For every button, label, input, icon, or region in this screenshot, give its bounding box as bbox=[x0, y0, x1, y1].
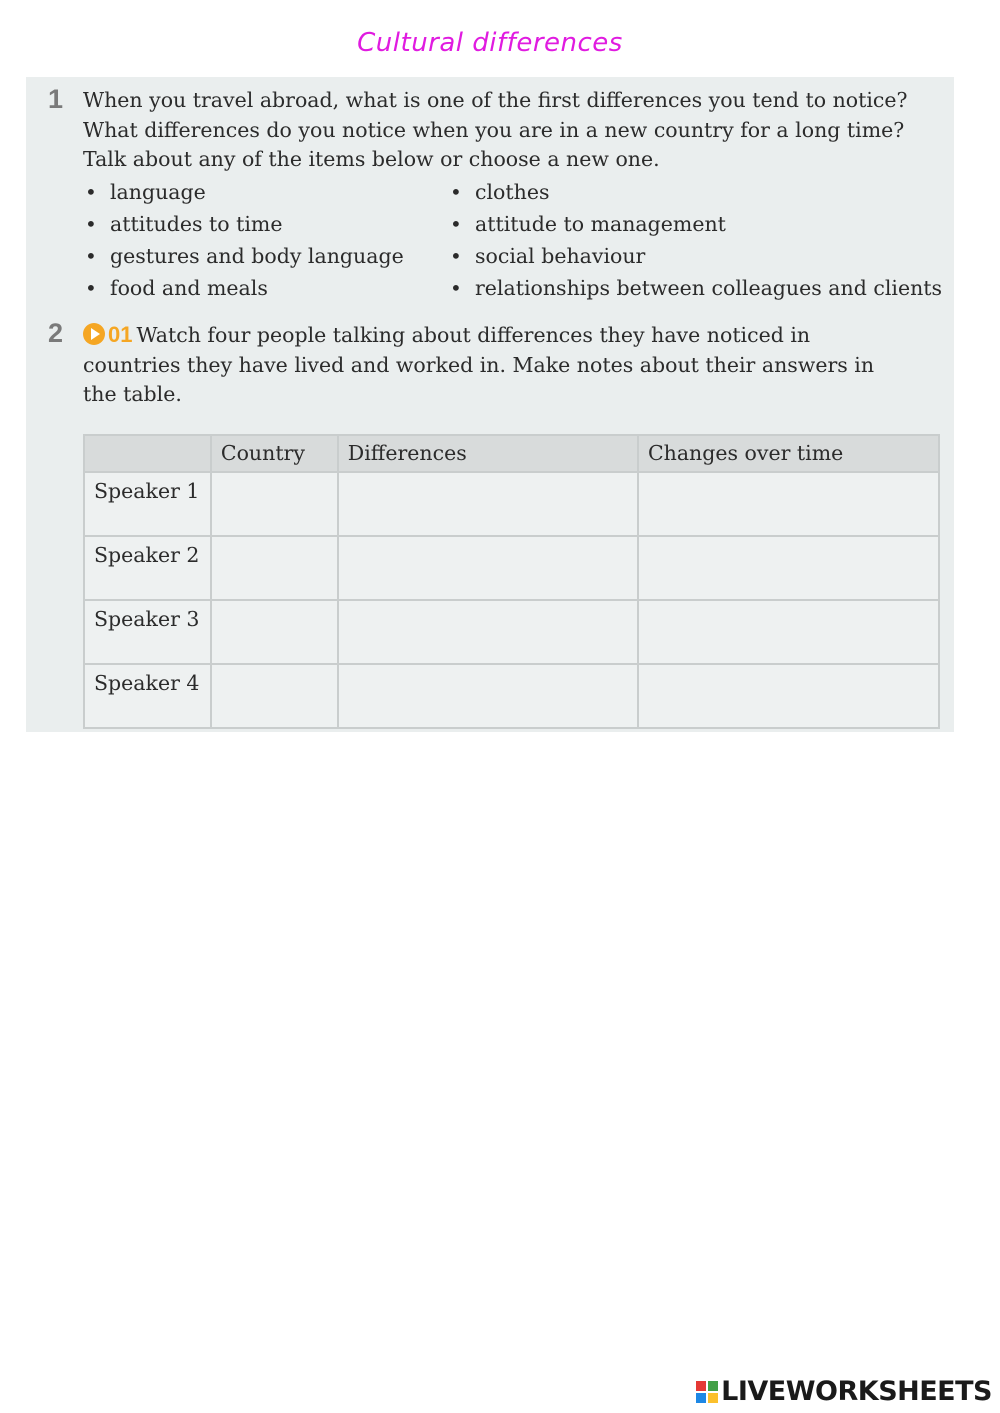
exercise-2-instructions bbox=[83, 320, 943, 410]
changes-answer-cell[interactable] bbox=[638, 600, 939, 664]
brand-name: LIVEWORKSHEETS bbox=[721, 1376, 992, 1407]
logo-square bbox=[696, 1393, 706, 1403]
country-answer-cell[interactable] bbox=[211, 664, 338, 728]
differences-answer-cell[interactable] bbox=[338, 664, 638, 728]
header-cell-blank bbox=[84, 435, 211, 472]
country-answer-cell[interactable] bbox=[211, 536, 338, 600]
instruction-text: Watch four people talking about differences they have noticed in bbox=[136, 323, 811, 347]
liveworksheets-brand[interactable] bbox=[696, 1376, 992, 1407]
instruction-line: When you travel abroad, what is one of the first differences you tend to notice? bbox=[83, 88, 908, 112]
table-row bbox=[84, 472, 939, 536]
speaker-label: Speaker 4 bbox=[84, 664, 211, 728]
header-differences: Differences bbox=[338, 435, 638, 472]
page-title: Cultural differences bbox=[357, 28, 623, 58]
header-changes-over-time: Changes over time bbox=[638, 435, 939, 472]
notes-table bbox=[83, 434, 940, 729]
speaker-label: Speaker 1 bbox=[84, 472, 211, 536]
instruction-line: What differences do you notice when you are in a new country for a long time? bbox=[83, 117, 905, 142]
play-video-icon[interactable] bbox=[83, 323, 105, 345]
liveworksheets-logo-icon bbox=[696, 1381, 718, 1403]
track-number: 01 bbox=[108, 322, 133, 347]
country-answer-cell[interactable] bbox=[211, 600, 338, 664]
list-item: • food and meals bbox=[83, 272, 404, 304]
country-answer-cell[interactable] bbox=[211, 472, 338, 536]
topic-list-left bbox=[83, 176, 404, 304]
differences-answer-cell[interactable] bbox=[338, 600, 638, 664]
instruction-line: countries they have lived and worked in. Make notes about their answers in bbox=[83, 352, 875, 377]
table-header-row bbox=[84, 435, 939, 472]
table-row bbox=[84, 664, 939, 728]
speaker-label: Speaker 3 bbox=[84, 600, 211, 664]
instruction-line: the table. bbox=[83, 382, 182, 406]
list-item: • language bbox=[83, 176, 404, 208]
list-item: • gestures and body language bbox=[83, 240, 404, 272]
changes-answer-cell[interactable] bbox=[638, 472, 939, 536]
differences-answer-cell[interactable] bbox=[338, 472, 638, 536]
changes-answer-cell[interactable] bbox=[638, 664, 939, 728]
list-item: • attitude to management bbox=[448, 208, 942, 240]
table-row bbox=[84, 536, 939, 600]
speaker-label: Speaker 2 bbox=[84, 536, 211, 600]
list-item: • social behaviour bbox=[448, 240, 942, 272]
logo-square bbox=[696, 1381, 706, 1391]
changes-answer-cell[interactable] bbox=[638, 536, 939, 600]
logo-square bbox=[708, 1393, 718, 1403]
exercise-2-number: 2 bbox=[48, 318, 64, 348]
logo-square bbox=[708, 1381, 718, 1391]
table-row bbox=[84, 600, 939, 664]
exercise-1-number: 1 bbox=[48, 84, 64, 114]
exercise-1-instructions bbox=[83, 86, 953, 175]
topic-list-right bbox=[448, 176, 942, 304]
instruction-line: Talk about any of the items below or choose a new one. bbox=[83, 147, 660, 171]
list-item: • relationships between colleagues and clients bbox=[448, 272, 942, 304]
list-item: • attitudes to time bbox=[83, 208, 404, 240]
list-item: • clothes bbox=[448, 176, 942, 208]
differences-answer-cell[interactable] bbox=[338, 536, 638, 600]
header-country: Country bbox=[211, 435, 338, 472]
instruction-line bbox=[83, 320, 943, 351]
